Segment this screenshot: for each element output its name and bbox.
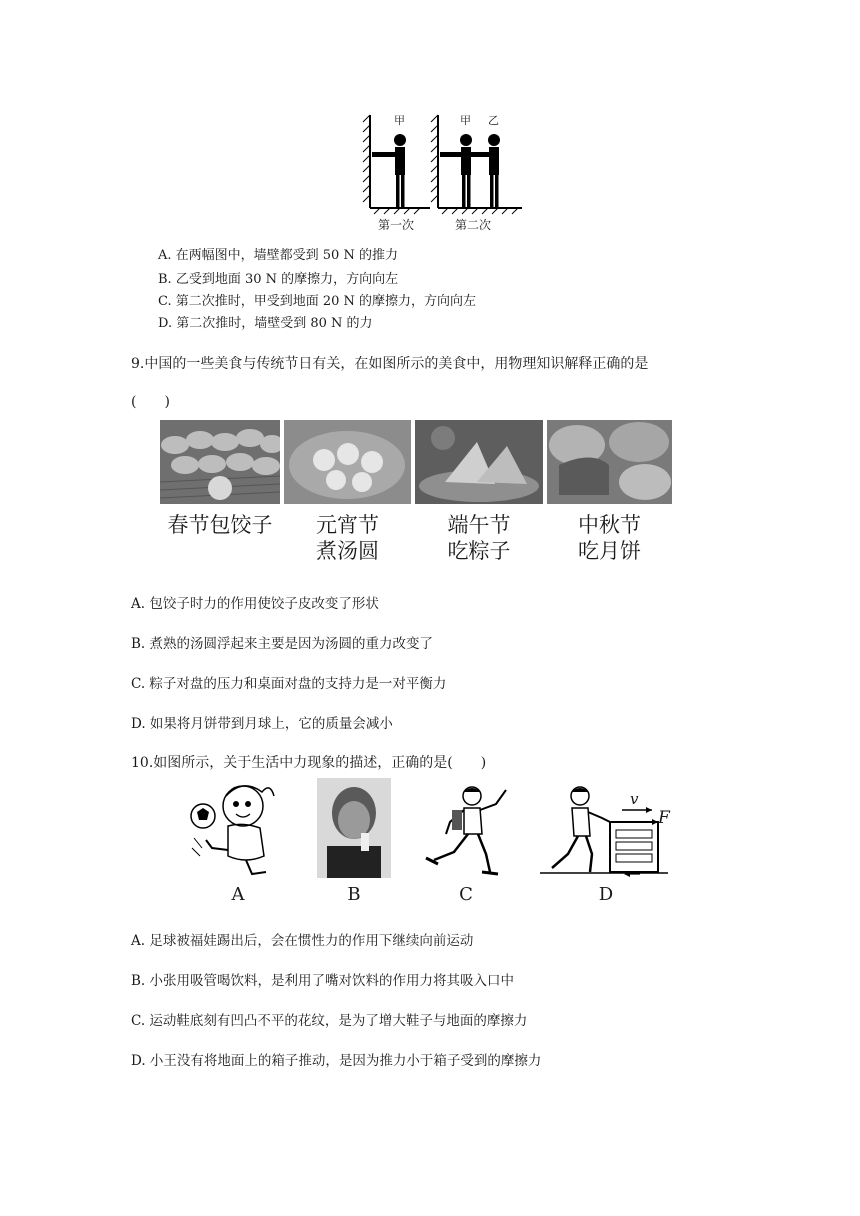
q8-option-a: A. 在两幅图中，墙壁都受到 50 N 的推力 [158,248,398,263]
pushing-box-drawing [540,782,670,878]
q10-figure-d [540,782,670,878]
q9-stem: 9.中国的一些美食与传统节日有关，在如图所示的美食中，用物理知识解释正确的是 [131,356,649,372]
caption-second: 第二次 [455,218,492,232]
mascot-kicking-ball-drawing [188,778,288,878]
q8-option-b: B. 乙受到地面 30 N 的摩擦力，方向向左 [158,272,399,287]
q10-option-c: C. 运动鞋底刻有凹凸不平的花纹，是为了增大鞋子与地面的摩擦力 [131,1013,528,1029]
q8-option-d: D. 第二次推时，墙壁受到 80 N 的力 [158,316,373,331]
tangyuan-photo [284,420,411,504]
caption-dragon-boat [415,512,543,564]
caption-spring-festival [160,512,280,538]
q10-figure-a [188,778,288,878]
caption-line: 煮汤圆 [316,539,379,563]
figure-label-c: C [459,884,473,905]
label-yi: 乙 [488,114,499,127]
q8-figure [360,110,530,235]
caption-line: 吃月饼 [578,539,641,563]
caption-line: 吃粽子 [447,539,511,563]
q8-option-c: C. 第二次推时，甲受到地面 20 N 的摩擦力，方向向左 [158,294,477,309]
caption-line: 端午节 [447,513,511,537]
figure-label-a: A [231,884,245,905]
q10-option-b: B. 小张用吸管喝饮料，是利用了嘴对饮料的作用力将其吸入口中 [131,973,515,989]
boy-drinking-photo [317,778,391,878]
q9-option-a: A. 包饺子时力的作用使饺子皮改变了形状 [131,596,379,612]
label-jia-second: 甲 [460,114,471,127]
zongzi-photo [415,420,543,504]
caption-line: 中秋节 [578,513,641,537]
force-label: F [658,808,670,828]
caption-line: 元宵节 [316,513,379,537]
q9-answer-bracket: ( ) [131,394,170,410]
q10-figure-b [317,778,391,878]
q10-stem: 10.如图所示，关于生活中力现象的描述，正确的是( ) [131,755,487,771]
caption-line: 春节包饺子 [167,513,273,537]
q9-option-b: B. 煮熟的汤圆浮起来主要是因为汤圆的重力改变了 [131,636,434,652]
caption-mid-autumn [547,512,672,564]
caption-first: 第一次 [378,218,415,232]
figure-label-b: B [347,884,361,905]
q10-option-a: A. 足球被福娃踢出后，会在惯性力的作用下继续向前运动 [131,933,474,949]
figure-label-d: D [598,884,614,905]
caption-lantern-festival [284,512,411,564]
velocity-label: v [630,790,639,808]
q10-option-d: D. 小王没有将地面上的箱子推动，是因为推力小于箱子受到的摩擦力 [131,1053,542,1069]
q9-option-c: C. 粽子对盘的压力和桌面对盘的支持力是一对平衡力 [131,676,447,692]
q9-option-d: D. 如果将月饼带到月球上，它的质量会减小 [131,716,393,732]
label-jia-first: 甲 [394,114,405,127]
running-boy-drawing [420,782,516,878]
q10-figure-c [420,782,516,878]
dumplings-photo [160,420,280,504]
mooncake-photo [547,420,672,504]
